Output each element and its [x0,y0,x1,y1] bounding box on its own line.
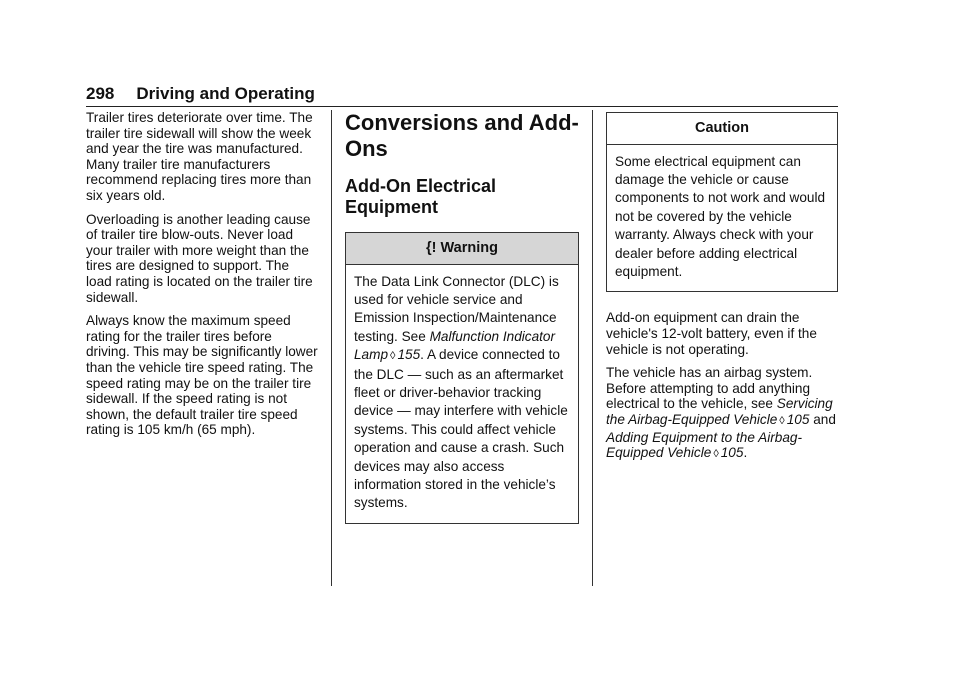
warning-box [345,232,579,524]
link-adding-equipment-airbag-vehicle[interactable]: Adding Equipment to the Airbag-Equipped Vehicle [606,429,802,461]
page-ref-105[interactable]: 105 [720,445,744,461]
column-middle [345,110,579,524]
page-number: 298 [86,84,115,103]
link-servicing-airbag-vehicle[interactable]: Servicing the Airbag-Equipped Vehicle [606,396,833,427]
page-ref-icon: ◊ [779,415,785,427]
page-ref-icon: ◊ [390,350,396,363]
section-heading: Conversions and Add-Ons [345,110,579,161]
warning-header [346,233,578,265]
caution-header: Caution [607,113,837,145]
warning-label: Warning [440,240,498,256]
paragraph-tire-age: Trailer tires deteriorate over time. The trailer tire sidewall will show the week and year the tire was manufactured. Many trailer tire manufacturers recommend replacing tires more than six years old. [86,110,313,203]
paragraph-airbag: The vehicle has an airbag system. Before attempting to add anything electrical to the vehicle, see Servicing the Airbag-Equipped Vehicle ◊ 105 and Adding Equipment to the Airbag-Equipped Vehicle ◊ 105. [606,365,836,461]
paragraph-overloading: Overloading is another leading cause of trailer tire blow-outs. Never load your trailer with more weight than the tires are designed to support. The load rating is located on the trailer tire sidewall. [86,211,313,305]
page-ref-icon: ◊ [713,448,719,461]
paragraph-speed-rating: Always know the maximum speed rating for the trailer tires before driving. This may be significantly lower than the vehicle tire speed rating. The speed rating may be on the trailer tire sidewall. If the speed rating is not shown, the default trailer tire speed rating is 105 km/h (65 mph). [86,313,318,438]
page-header [86,84,838,107]
caution-box [606,112,838,292]
subsection-heading: Add-On Electrical Equipment [345,176,497,217]
warning-icon: {! [426,240,437,256]
paragraph-battery-drain: Add-on equipment can drain the vehicle's 12-volt battery, even if the vehicle is not operating. [606,310,817,357]
warning-text-a: The Data Link Connector (DLC) is used for vehicle service and Emission Inspection/Maintenance testing. See [354,273,559,344]
column-divider-left [331,110,332,586]
caution-body: Some electrical equipment can damage the vehicle or cause components to not work and would not be covered by the vehicle warranty. Always check with your dealer before adding electrical equipment. [615,153,826,280]
link-malfunction-indicator-lamp[interactable]: Malfunction Indicator Lamp [354,328,556,363]
warning-text-b: . A device connected to the DLC — such as an aftermarket fleet or driver-behavior tracking device — may interfere with vehicle systems. This could affect vehicle operation and cause a crash. Such devices may also access information stored in the vehicle’s systems. [354,347,568,511]
page-ref-105[interactable]: 105 [786,412,810,427]
column-left [86,110,318,446]
page-ref-155[interactable]: 155 [397,347,421,363]
column-right [606,110,838,471]
section-title: Driving and Operating [136,84,315,103]
column-divider-right [592,110,593,586]
warning-body [346,265,578,523]
